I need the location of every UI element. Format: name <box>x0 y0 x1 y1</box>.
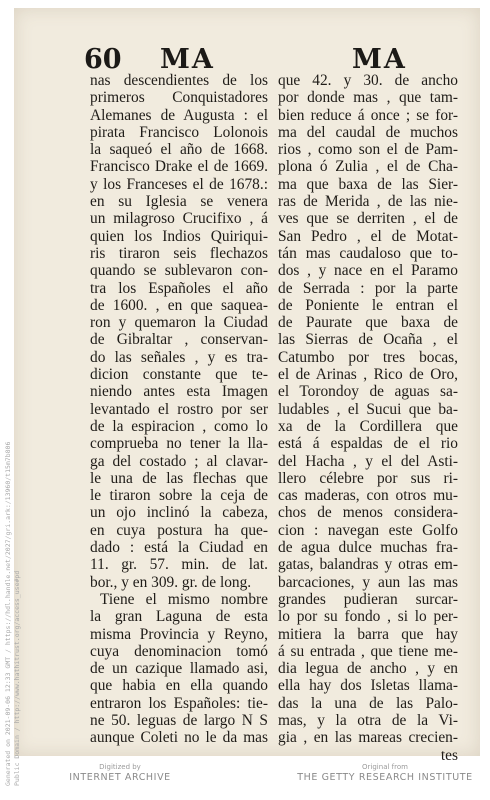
text-line: dos , y nace en el Paramo <box>278 262 458 280</box>
text-line: dado : está la Ciudad en <box>90 539 268 557</box>
text-line: quien los Indios Quiriqui- <box>90 227 268 245</box>
original-from-label: Original from <box>362 763 408 771</box>
digitization-footer <box>0 762 490 800</box>
text-line: gia , en las mareas crecien- <box>278 729 458 747</box>
text-line: tán mas caudaloso que to- <box>278 244 458 262</box>
text-line: das la una de las Palo- <box>278 694 458 712</box>
text-line: dia legua de ancho , y en <box>278 660 458 678</box>
text-line: rios , como son el de Pam- <box>278 141 458 159</box>
text-line: mitiera la barra que hay <box>278 625 458 643</box>
text-line: gatas, balandras y otras em- <box>278 556 458 574</box>
text-line: ne 50. leguas de largo N S <box>90 711 268 729</box>
text-line: que habia en ella quando <box>90 677 268 695</box>
text-line: le una de las flechas que <box>90 469 268 487</box>
text-line: entraron los Españoles: tie- <box>90 694 268 712</box>
text-line: la saqueó el año de 1668. <box>90 141 268 159</box>
right-text-column <box>278 72 458 764</box>
text-line: 11. gr. 57. min. de lat. <box>90 556 268 574</box>
text-line: ma del caudal de muchos <box>278 123 458 141</box>
text-line: de 1600. , en que saquea- <box>90 296 268 314</box>
text-line: Alemanes de Augusta : el <box>90 106 268 124</box>
text-line: del Hacha , y el del Asti- <box>278 452 458 470</box>
public-domain-note: Public Domain / http://www.hathitrust.org/access_use#pd <box>13 570 21 786</box>
internet-archive-label: INTERNET ARCHIVE <box>69 772 171 783</box>
text-line: grandes pudieran surcar- <box>278 590 458 608</box>
header-word-right: MA <box>352 44 407 75</box>
text-line: de un cazique llamado asi, <box>90 660 268 678</box>
text-line: ron y quemaron la Ciudad <box>90 314 268 332</box>
text-line: do las señales , y es tra- <box>90 348 268 366</box>
digitized-by-block <box>60 762 180 784</box>
text-line: primeros Conquistadores <box>90 89 268 107</box>
text-line: nas descendientes de los <box>90 72 268 89</box>
text-line: de la espiracion , como lo <box>90 417 268 435</box>
text-line: en su Iglesia se venera <box>90 193 268 211</box>
text-line: el de Arinas , Rico de Oro, <box>278 366 458 384</box>
getty-label: THE GETTY RESEARCH INSTITUTE <box>297 772 473 783</box>
text-line: ris tiraron seis flechazos <box>90 244 268 262</box>
text-line: ella hay dos Isletas llama- <box>278 677 458 695</box>
text-line: bien reduce á once ; se for- <box>278 106 458 124</box>
text-line: cion : navegan este Golfo <box>278 521 458 539</box>
left-text-column <box>90 72 268 747</box>
header-word-left: MA <box>160 44 215 75</box>
text-line: está á espaldas de el rio <box>278 435 458 453</box>
text-line: mas, y la otra de la Vi- <box>278 711 458 729</box>
page-number: 60 <box>84 44 122 75</box>
text-line: un ojo inclinó la cabeza, <box>90 504 268 522</box>
text-line: las Sierras de Ocaña , el <box>278 331 458 349</box>
text-line: de Paurate que baxa de <box>278 314 458 332</box>
text-line: que 42. y 30. de ancho <box>278 72 458 89</box>
text-line: de agua dulce muchas fra- <box>278 539 458 557</box>
text-line: chos de menos considera- <box>278 504 458 522</box>
text-line: ves que se derriten , el de <box>278 210 458 228</box>
text-line: un milagroso Crucifixo , á <box>90 210 268 228</box>
text-line: ludables , el Sucui que ba- <box>278 400 458 418</box>
text-line: tes <box>440 746 458 764</box>
text-line: San Pedro , el de Motat- <box>278 227 458 245</box>
text-line: ga del costado ; al clavar- <box>90 452 268 470</box>
text-line: el Torondoy de aguas sa- <box>278 383 458 401</box>
text-line: misma Provincia y Reyno, <box>90 625 268 643</box>
text-line: por donde mas , que tam- <box>278 89 458 107</box>
text-line: á su entrada , que tiene me- <box>278 642 458 660</box>
text-line: Tiene el mismo nombre <box>100 590 268 608</box>
text-line: ras de Merida , de las nie- <box>278 193 458 211</box>
text-line: y los Franceses el de 1678.: <box>90 175 268 193</box>
text-line: barcaciones, y aun las mas <box>278 573 458 591</box>
text-line: bor., y en 309. gr. de long. <box>90 573 252 591</box>
hathitrust-watermark <box>2 300 22 786</box>
generated-note: Generated on 2021-09-06 12:33 GMT / https://hdl.handle.net/2027/gri.ark:/13960/t15m7b806 <box>4 441 12 786</box>
text-line: pirata Francisco Lolonois <box>90 123 268 141</box>
text-line: plona ó Zulia , el de Cha- <box>278 158 458 176</box>
text-line: lo por su fondo , si lo per- <box>278 608 458 626</box>
text-line: levantado el rostro por ser <box>90 400 268 418</box>
text-line: dicion constante que te- <box>90 366 268 384</box>
text-line: comprueba no tener la lla- <box>90 435 268 453</box>
text-line: quando se sublevaron con- <box>90 262 268 280</box>
text-line: tra los Españoles el año <box>90 279 268 297</box>
book-page <box>14 8 480 764</box>
text-line: aunque Coleti no le da mas <box>90 729 268 747</box>
text-line: xa de la Cordillera que <box>278 417 458 435</box>
text-line: niendo antes esta Imagen <box>90 383 268 401</box>
text-line: Catumbo por tres bocas, <box>278 348 458 366</box>
text-line: cuya denominacion tomó <box>90 642 268 660</box>
text-line: le tiraron sobre la ceja de <box>90 487 268 505</box>
text-line: Francisco Drake el de 1669. <box>90 158 268 176</box>
text-line: en cuya postura ha que- <box>90 521 268 539</box>
text-line: la gran Laguna de esta <box>90 608 268 626</box>
text-line: cas maderas, con otros mu- <box>278 487 458 505</box>
digitized-by-label: Digitized by <box>99 763 141 771</box>
text-line: de Gibraltar , conservan- <box>90 331 268 349</box>
text-line: llero célebre por sus ri- <box>278 469 458 487</box>
text-line: de Serrada : por la parte <box>278 279 458 297</box>
text-line: de Poniente le entran el <box>278 296 458 314</box>
original-from-block <box>290 762 480 784</box>
text-line: ma que baxa de las Sier- <box>278 175 458 193</box>
